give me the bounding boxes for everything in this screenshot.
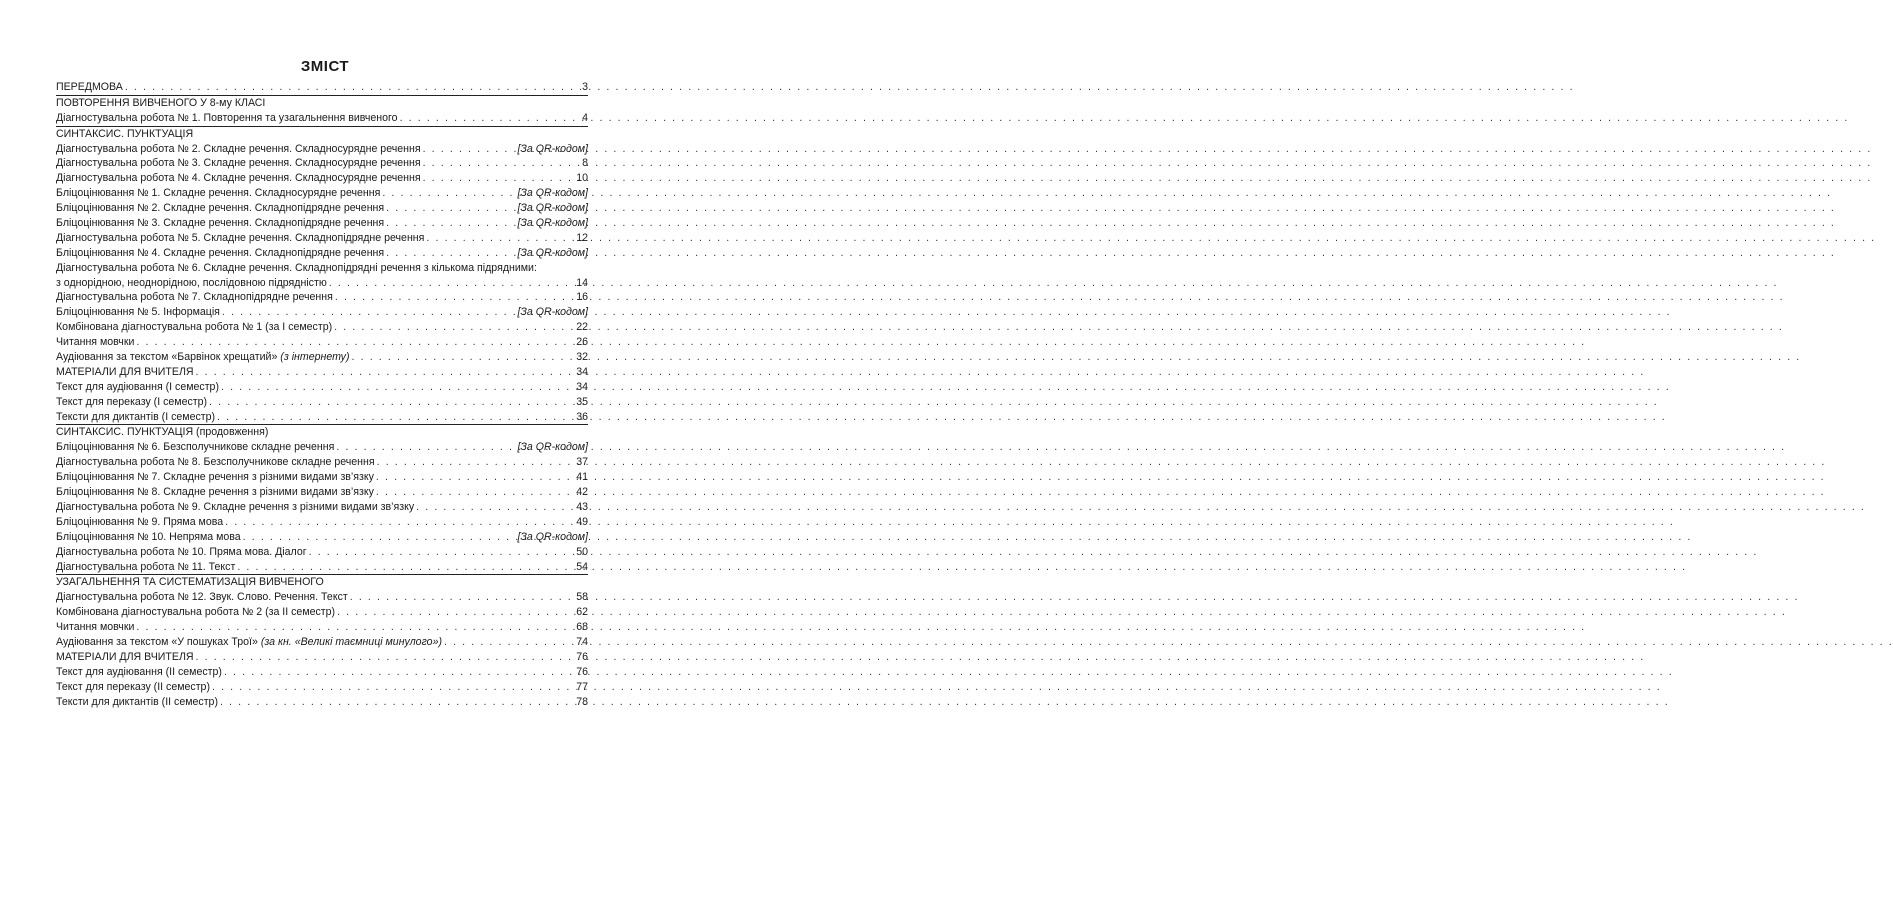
dot-leader: [416, 500, 574, 515]
toc-entry-title: Діагностувальна робота № 3. Складне речення. Складносурядне речення: [56, 157, 421, 170]
toc-entry[interactable]: [56, 156, 588, 171]
toc-entry-label: ПЕРЕДМОВА: [56, 81, 123, 93]
toc-entry-page: [За QR-кодом]: [517, 441, 588, 454]
toc-entry-label: [56, 665, 222, 680]
toc-entry-title: Аудіювання за текстом «У пошуках Трої»: [56, 635, 258, 648]
toc-entry-title: Бліцоцінювання № 8. Складне речення з різними видами зв’язку: [56, 486, 374, 499]
toc-entry[interactable]: [56, 485, 588, 500]
toc-entry-page: [За QR-кодом]: [517, 202, 588, 215]
toc-entry[interactable]: [56, 231, 588, 246]
toc-section-heading: СИНТАКСИС. ПУНКТУАЦІЯ: [56, 127, 194, 140]
toc-entry-page: 77: [576, 680, 588, 693]
toc-entry[interactable]: [56, 186, 588, 201]
toc-section-heading: СИНТАКСИС. ПУНКТУАЦІЯ (продовження): [56, 426, 269, 439]
toc-entry-page: 50: [576, 545, 588, 558]
toc-entry-label: [56, 276, 327, 291]
toc-entry[interactable]: [56, 470, 588, 485]
toc-entry-page: 62: [576, 606, 588, 619]
toc-entry-label-line1[interactable]: Діагностувальна робота № 6. Складне речення. Складнопідрядні речення з кількома підрядними:: [56, 261, 537, 274]
toc-entry-label: [56, 335, 134, 350]
toc-entry[interactable]: [56, 545, 588, 560]
dot-leader: [329, 276, 574, 291]
toc-entry-title: Комбінована діагностувальна робота № 2 (за II семестр): [56, 606, 336, 619]
toc-entry[interactable]: [56, 440, 588, 455]
toc-entry-title: Текст для переказу (I семестр): [56, 395, 208, 408]
dot-leader: [400, 111, 581, 126]
toc-entry-label: [56, 530, 241, 545]
table-of-contents: [56, 80, 588, 709]
toc-entry-label: [56, 231, 424, 246]
toc-entry-title: Діагностувальна робота № 5. Складне речення. Складнопідрядне речення: [56, 231, 425, 244]
toc-entry-label: [56, 545, 307, 560]
dot-leader: [196, 365, 575, 380]
toc-entry-page: 26: [576, 336, 588, 349]
toc-entry[interactable]: [56, 650, 588, 665]
toc-entry[interactable]: [56, 111, 588, 126]
dot-leader: [217, 410, 574, 425]
toc-entry-page: 41: [576, 471, 588, 484]
dot-leader: [382, 186, 515, 201]
toc-entry-title: Діагностувальна робота № 4. Складне речення. Складносурядне речення: [56, 172, 421, 185]
toc-entry-page: 58: [576, 591, 588, 604]
dot-leader: [125, 80, 580, 95]
toc-entry[interactable]: [56, 305, 588, 320]
toc-entry-label: [56, 455, 375, 470]
toc-entry[interactable]: [56, 455, 588, 470]
toc-entry-preface[interactable]: [56, 80, 588, 95]
toc-entry-page: 4: [582, 111, 588, 124]
toc-entry-title: Бліцоцінювання № 7. Складне речення з різними видами зв’язку: [56, 471, 374, 484]
toc-entry[interactable]: [56, 695, 588, 710]
toc-entry-label: [56, 186, 380, 201]
page-title: ЗМІСТ: [300, 58, 350, 75]
toc-entry-label: [56, 216, 384, 231]
toc-entry-label: [56, 290, 333, 305]
toc-entry-title: Комбінована діагностувальна робота № 1 (за I семестр): [56, 321, 333, 334]
toc-entry-title: Діагностувальна робота № 9. Складне речення з різними видами зв’язку: [56, 500, 415, 513]
toc-entry[interactable]: [56, 320, 588, 335]
toc-entry-source: (з інтернету): [280, 351, 350, 364]
toc-entry-page: 74: [576, 635, 588, 648]
toc-entry-title: МАТЕРІАЛИ ДЛЯ ВЧИТЕЛЯ: [56, 650, 194, 663]
toc-entry[interactable]: [56, 290, 588, 305]
toc-entry-title: Читання мовчки: [56, 336, 135, 349]
toc-entry-title: Діагностувальна робота № 11. Текст: [56, 560, 236, 573]
dot-leader: [136, 620, 574, 635]
dot-leader: [212, 680, 574, 695]
toc-entry[interactable]: [56, 216, 588, 231]
toc-entry[interactable]: [56, 171, 588, 186]
toc-entry[interactable]: [56, 335, 588, 350]
toc-entry-title: Діагностувальна робота № 1. Повторення та узагальнення вивченого: [56, 111, 398, 124]
toc-entry-page: [За QR-кодом]: [517, 142, 588, 155]
toc-entry-page: 54: [576, 560, 588, 573]
toc-entry[interactable]: [56, 605, 588, 620]
toc-entry-label: [56, 695, 218, 710]
toc-entry-title: Діагностувальна робота № 2. Складне речення. Складносурядне речення: [56, 142, 421, 155]
toc-entry[interactable]: [56, 142, 588, 157]
toc-entry-page: 35: [576, 395, 588, 408]
toc-entry-page: 34: [576, 380, 588, 393]
dot-leader: [136, 335, 574, 350]
toc-entry-title: Читання мовчки: [56, 621, 135, 634]
dot-leader: [376, 485, 574, 500]
dot-leader: [444, 635, 574, 650]
toc-entry-page: 12: [576, 231, 588, 244]
toc-entry-label: [56, 680, 210, 695]
toc-entry-title: Аудіювання за текстом «Барвінок хрещатий»: [56, 351, 278, 364]
toc-entry-label: [56, 515, 223, 530]
toc-entry-label: [56, 620, 134, 635]
toc-entry-page: [За QR-кодом]: [517, 530, 588, 543]
toc-entry-page: 37: [576, 456, 588, 469]
toc-entry-page: 10: [576, 172, 588, 185]
toc-entry[interactable]: [56, 620, 588, 635]
toc-entry-label: [56, 395, 207, 410]
toc-entry-title: Бліцоцінювання № 5. Інформація: [56, 306, 220, 319]
toc-entry[interactable]: [56, 530, 588, 545]
toc-entry[interactable]: [56, 246, 588, 261]
dot-leader: [237, 560, 574, 575]
toc-entry-page: [За QR-кодом]: [517, 187, 588, 200]
toc-entry-page: 34: [576, 365, 588, 378]
toc-entry-title: Діагностувальна робота № 8. Безсполучникове складне речення: [56, 456, 375, 469]
toc-entry-page: 22: [576, 321, 588, 334]
dot-leader: [337, 605, 574, 620]
dot-leader: [243, 530, 516, 545]
dot-leader: [221, 380, 574, 395]
toc-entry-label: [56, 142, 421, 157]
toc-entry-title: Бліцоцінювання № 4. Складне речення. Складнопідрядне речення: [56, 246, 385, 259]
toc-entry-page: 76: [576, 665, 588, 678]
toc-entry-label: [56, 605, 335, 620]
toc-entry-page: 3: [582, 81, 588, 93]
dot-leader: [376, 470, 574, 485]
toc-entry-label: [56, 635, 442, 650]
dot-leader: [334, 320, 574, 335]
toc-entry-label: [56, 500, 414, 515]
toc-entry-title: з однорідною, неоднорідною, послідовною підрядністю: [56, 276, 327, 289]
toc-entry[interactable]: [56, 410, 588, 425]
toc-entry-title: МАТЕРІАЛИ ДЛЯ ВЧИТЕЛЯ: [56, 365, 194, 378]
toc-entry-title: Бліцоцінювання № 1. Складне речення. Складносурядне речення: [56, 187, 381, 200]
toc-entry-page: 32: [576, 351, 588, 364]
toc-entry-page: [За QR-кодом]: [517, 246, 588, 259]
toc-section-heading: УЗАГАЛЬНЕННЯ ТА СИСТЕМАТИЗАЦІЯ ВИВЧЕНОГО: [56, 576, 324, 589]
toc-entry-label: [56, 171, 421, 186]
toc-entry-title: Бліцоцінювання № 3. Складне речення. Складнопідрядне речення: [56, 217, 385, 230]
dot-leader: [377, 455, 575, 470]
toc-entry-title: Бліцоцінювання № 9. Пряма мова: [56, 515, 224, 528]
toc-entry-page: 49: [576, 515, 588, 528]
dot-leader: [386, 216, 515, 231]
dot-leader: [220, 695, 574, 710]
toc-page: [0, 0, 650, 900]
toc-entry-label: [56, 201, 384, 216]
dot-leader: [423, 171, 575, 186]
dot-leader: [335, 290, 574, 305]
toc-entry-label: [56, 350, 350, 365]
toc-entry-label: [56, 365, 194, 380]
toc-entry-page: 68: [576, 621, 588, 634]
dot-leader: [309, 545, 575, 560]
toc-entry-title: Діагностувальна робота № 12. Звук. Слово. Речення. Текст: [56, 591, 348, 604]
toc-entry[interactable]: [56, 590, 588, 605]
toc-entry[interactable]: [56, 665, 588, 680]
toc-entry-label: [56, 156, 421, 171]
dot-leader: [386, 201, 515, 216]
toc-entry-title: Бліцоцінювання № 2. Складне речення. Складнопідрядне речення: [56, 202, 385, 215]
toc-entry-title: Бліцоцінювання № 10. Непряма мова: [56, 530, 241, 543]
toc-sections: [56, 96, 588, 710]
dot-leader: [426, 231, 574, 246]
toc-entry-title: Текст для переказу (II семестр): [56, 680, 210, 693]
dot-leader: [224, 665, 574, 680]
dot-leader: [225, 515, 574, 530]
toc-entry[interactable]: [56, 515, 588, 530]
toc-entry-label: [56, 560, 235, 575]
toc-entry-label: [56, 485, 374, 500]
toc-entry-page: [За QR-кодом]: [517, 217, 588, 230]
toc-entry-title: Бліцоцінювання № 6. Безсполучникове складне речення: [56, 441, 335, 454]
toc-entry-label: [56, 470, 374, 485]
toc-entry-page: 42: [576, 486, 588, 499]
toc-entry-source: (за кн. «Великі таємниці минулого»): [260, 635, 442, 648]
dot-leader: [222, 305, 516, 320]
toc-entry[interactable]: [56, 380, 588, 395]
toc-entry-label: [56, 380, 219, 395]
toc-entry-page: 43: [576, 500, 588, 513]
toc-entry-title: Тексти для диктантів (II семестр): [56, 695, 218, 708]
toc-entry-page: 8: [582, 157, 588, 170]
toc-entry-page: 16: [576, 291, 588, 304]
toc-entry-label: [56, 440, 334, 455]
toc-entry[interactable]: [56, 560, 588, 575]
toc-entry[interactable]: [56, 680, 588, 695]
toc-entry-title: Текст для аудіювання (I семестр): [56, 380, 219, 393]
toc-entry-page: [За QR-кодом]: [517, 306, 588, 319]
toc-entry-title: Текст для аудіювання (II семестр): [56, 665, 222, 678]
toc-entry-page: 36: [576, 410, 588, 423]
dot-leader: [352, 350, 575, 365]
toc-section-heading: ПОВТОРЕННЯ ВИВЧЕНОГО У 8-му КЛАСІ: [56, 96, 266, 109]
dot-leader: [423, 142, 516, 157]
toc-entry[interactable]: [56, 395, 588, 410]
toc-entry-label: [56, 410, 215, 425]
toc-entry-title: Діагностувальна робота № 7. Складнопідрядне речення: [56, 291, 333, 304]
toc-entry-page: 14: [576, 276, 588, 289]
toc-entry-page: 78: [576, 695, 588, 708]
toc-entry-title: Діагностувальна робота № 10. Пряма мова. Діалог: [56, 545, 307, 558]
toc-entry[interactable]: [56, 276, 588, 291]
dot-leader: [209, 395, 574, 410]
dot-leader: [386, 246, 515, 261]
toc-entry-title: Тексти для диктантів (I семестр): [56, 410, 216, 423]
dot-leader: [423, 156, 581, 171]
toc-entry[interactable]: [56, 365, 588, 380]
toc-entry-page: 76: [576, 650, 588, 663]
dot-leader: [196, 650, 575, 665]
toc-entry[interactable]: [56, 500, 588, 515]
toc-entry-label: [56, 111, 398, 126]
dot-leader: [350, 590, 574, 605]
toc-entry-label: [56, 305, 220, 320]
toc-entry[interactable]: [56, 201, 588, 216]
dot-leader: [336, 440, 515, 455]
toc-entry-label: [56, 590, 348, 605]
toc-entry[interactable]: [56, 350, 588, 365]
toc-entry-label: [56, 650, 194, 665]
toc-entry[interactable]: [56, 635, 588, 650]
toc-entry-label: [56, 246, 384, 261]
toc-entry-label: [56, 320, 332, 335]
